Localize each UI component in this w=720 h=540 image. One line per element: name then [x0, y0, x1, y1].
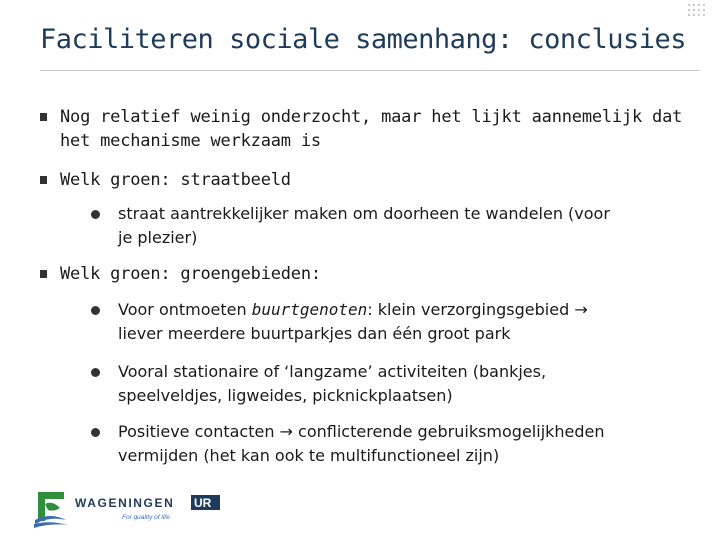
- logo-tagline: For quality of life: [122, 514, 170, 521]
- bullet-2-sub-1: [118, 202, 610, 250]
- emphasis-text: buurtgenoten: [251, 300, 368, 319]
- square-bullet-icon: [40, 270, 47, 278]
- square-bullet-icon: [40, 113, 47, 121]
- bullet-3-sub-2: [118, 360, 546, 408]
- bullet-2: [60, 168, 291, 192]
- bullet-3-sub-1: [118, 298, 588, 346]
- bullet-3: [60, 262, 321, 286]
- text-segment: : klein verzorgingsgebied →: [367, 300, 588, 319]
- wageningen-ur-logo: [30, 490, 230, 530]
- bullet-3-text: Welk groen: groengebieden:: [60, 264, 321, 284]
- bullet-1-line-2: het mechanisme werkzaam is: [60, 131, 321, 151]
- bullet-2-text: Welk groen: straatbeeld: [60, 170, 291, 190]
- bullet-2-sub-1-line-2: je plezier): [118, 228, 198, 247]
- bullet-3-sub-1-line-2: liever meerdere buurtparkjes dan één groot park: [118, 324, 511, 343]
- round-bullet-icon: [91, 368, 100, 377]
- logo-wordmark: WAGENINGEN: [75, 496, 175, 510]
- bullet-3-sub-3-line-1: Positieve contacten → conflicterende gebruiksmogelijkheden: [118, 422, 605, 441]
- corner-decoration: [688, 4, 706, 18]
- bullet-1: [60, 105, 682, 153]
- round-bullet-icon: [91, 428, 100, 437]
- round-bullet-icon: [91, 210, 100, 219]
- bullet-3-sub-3: [118, 420, 605, 468]
- bullet-2-sub-1-line-1: straat aantrekkelijker maken om doorheen te wandelen (voor: [118, 204, 610, 223]
- bullet-3-sub-1-line-1: [118, 298, 588, 322]
- round-bullet-icon: [91, 306, 100, 315]
- bullet-1-line-1: Nog relatief weinig onderzocht, maar het lijkt aannemelijk dat: [60, 107, 683, 127]
- title-divider: [40, 70, 700, 71]
- bullet-3-sub-2-line-1: Vooral stationaire of ‘langzame’ activiteiten (bankjes,: [118, 362, 547, 381]
- square-bullet-icon: [40, 176, 47, 184]
- bullet-3-sub-2-line-2: speelveldjes, ligweides, picknickplaatsen): [118, 386, 453, 405]
- slide-title: Faciliteren sociale samenhang: conclusies: [40, 24, 686, 55]
- text-segment: Voor ontmoeten: [118, 300, 252, 319]
- logo-suffix: UR: [194, 496, 212, 510]
- logo-emblem-icon: [34, 492, 68, 528]
- bullet-3-sub-3-line-2: vermijden (het kan ook te multifunctioneel zijn): [118, 446, 500, 465]
